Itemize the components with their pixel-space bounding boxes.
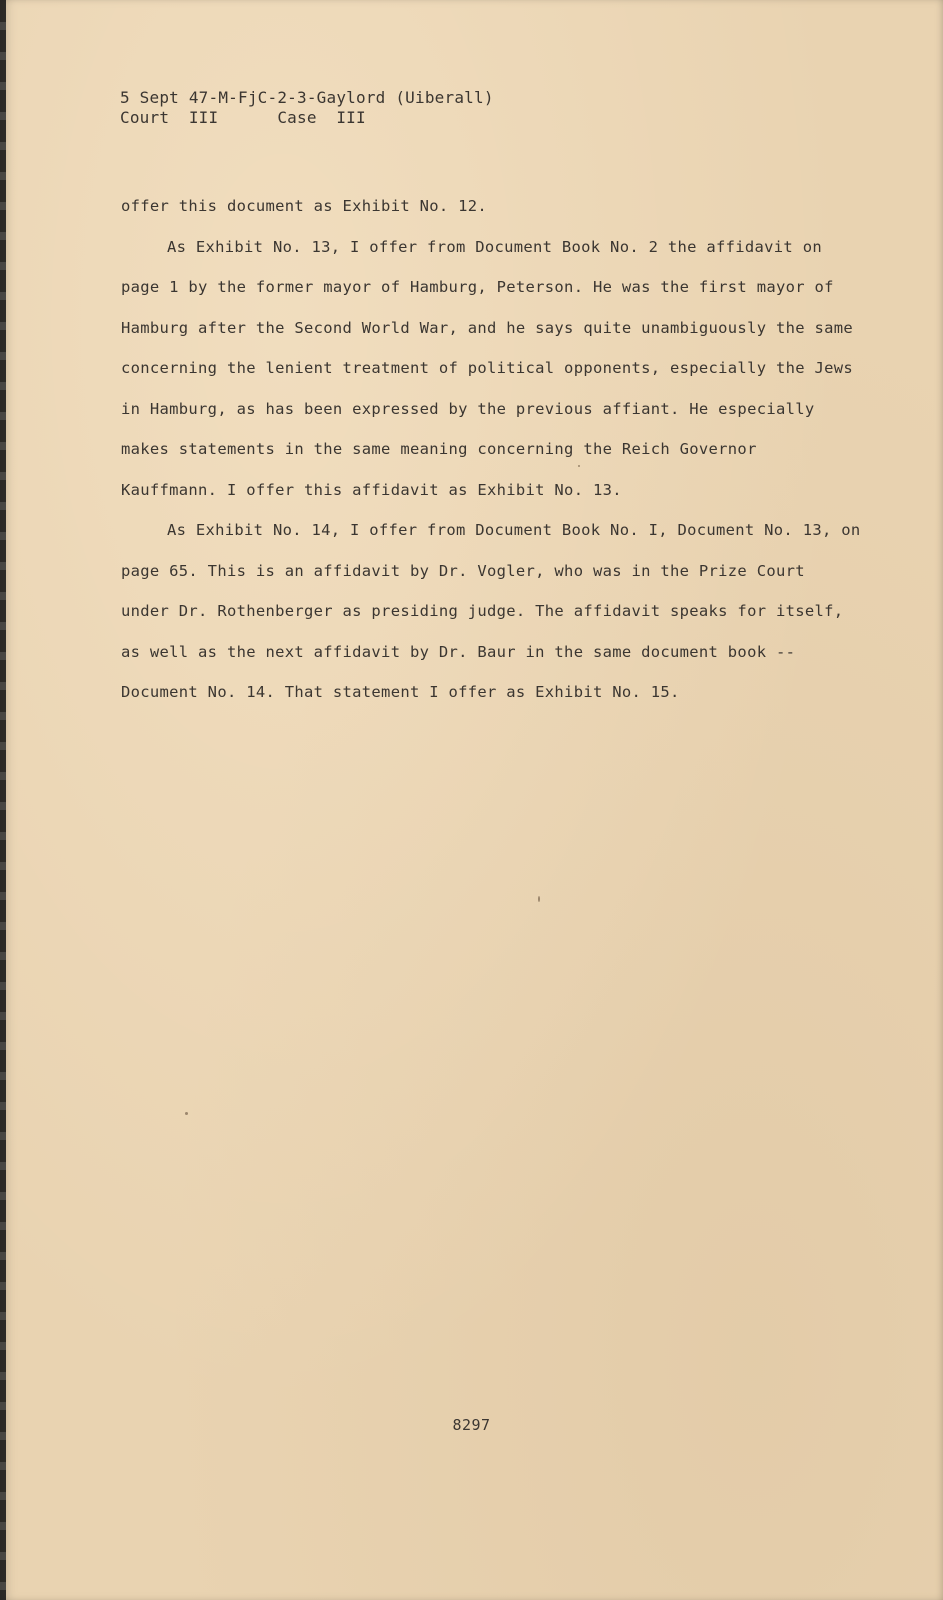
page-number: 8297 bbox=[452, 1416, 491, 1434]
paper-speck bbox=[538, 896, 540, 902]
paper-speck bbox=[578, 465, 580, 467]
header-session-line: 5 Sept 47-M-FjC-2-3-Gaylord (Uiberall) bbox=[120, 88, 494, 107]
paragraph-exhibit-14: As Exhibit No. 14, I offer from Document Book No. I, Document No. 13, on page 65. This is an affidavit by Dr. Vogler, who was in the Prize Court under Dr. Rothenberger as presiding judge. The affidavit speaks for itself, as well as the next affidavit by Dr. Baur in the same document book -- Document No. 14. That statement I offer as Exhibit No. 15. bbox=[121, 521, 861, 701]
header-court-case-line: Court III Case III bbox=[120, 108, 366, 127]
document-header bbox=[120, 88, 494, 128]
binding-edge bbox=[0, 0, 6, 1600]
document-body bbox=[121, 186, 861, 713]
paragraph-exhibit-13: As Exhibit No. 13, I offer from Document Book No. 2 the affidavit on page 1 by the former mayor of Hamburg, Peterson. He was the first mayor of Hamburg after the Second World War, and he says quite unambiguously the same concerning the lenient treatment of political opponents, especially the Jews in Hamburg, as has been expressed by the previous affiant. He especially makes statements in the same meaning concerning the Reich Governor Kauffmann. I offer this affidavit as Exhibit No. 13. bbox=[121, 237, 854, 499]
paragraph-continuation: offer this document as Exhibit No. 12. bbox=[121, 197, 488, 215]
paper-speck bbox=[185, 1112, 188, 1115]
